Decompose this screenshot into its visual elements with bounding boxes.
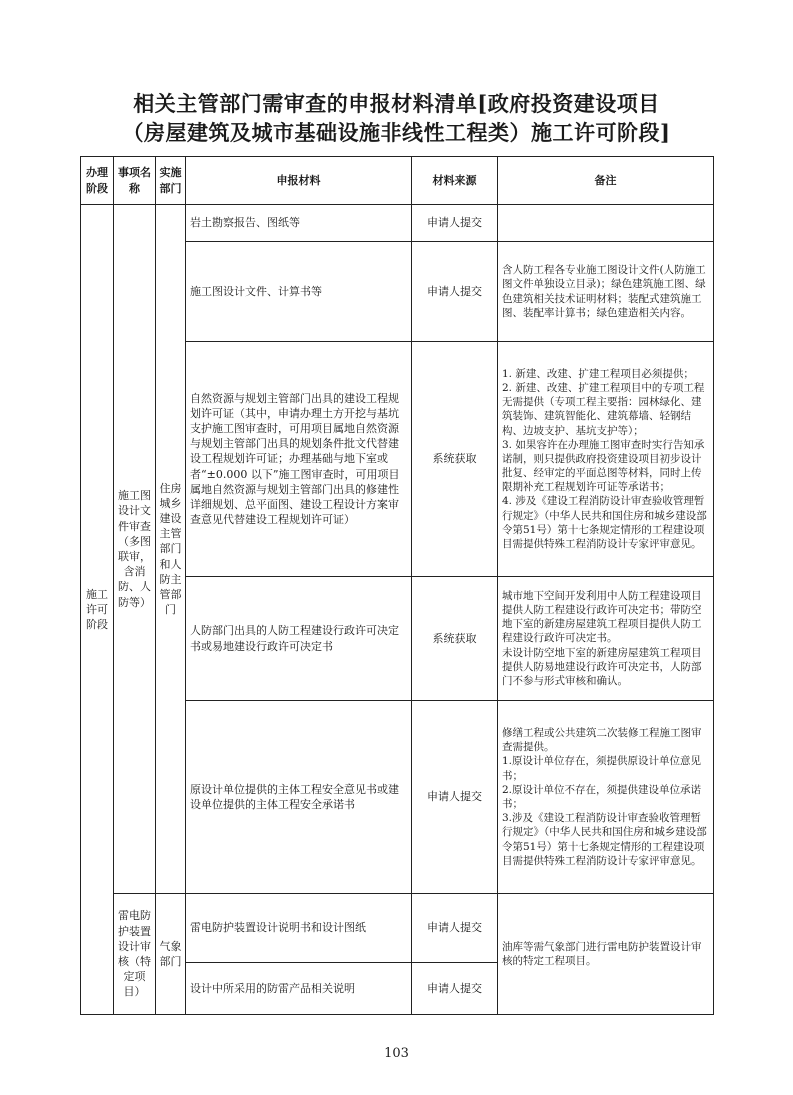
material-cell: 设计中所采用的防雷产品相关说明 (186, 963, 412, 1015)
header-item: 事项名称 (114, 157, 156, 205)
document-title-line2: （房屋建筑及城市基础设施非线性工程类）施工许可阶段] (122, 120, 671, 145)
source-cell: 申请人提交 (412, 701, 498, 894)
source-cell: 系统获取 (412, 342, 498, 577)
header-dept: 实施部门 (156, 157, 186, 205)
header-source: 材料来源 (412, 157, 498, 205)
table-row (81, 894, 714, 963)
source-cell: 申请人提交 (412, 894, 498, 963)
page-number: 103 (384, 1046, 409, 1061)
note-cell-lightning: 油库等需气象部门进行雷电防护装置设计审核的特定工程项目。 (498, 894, 714, 1015)
item-cell-lightning: 雷电防护装置设计审核（特定项目） (114, 894, 156, 1015)
document-title-line1: 相关主管部门需审查的申报材料清单[政府投资建设项目 (133, 91, 660, 116)
dept-cell-housing: 住房城乡建设主管部门和人防主管部门 (156, 205, 186, 894)
source-cell: 系统获取 (412, 577, 498, 701)
stage-cell: 施工许可阶段 (81, 205, 114, 1015)
header-stage: 办理阶段 (81, 157, 114, 205)
item-cell-drawing-review: 施工图设计文件审查（多图联审，含消防、人防等） (114, 205, 156, 894)
material-cell: 人防部门出具的人防工程建设行政许可决定书或易地建设行政许可决定书 (186, 577, 412, 701)
note-cell: 含人防工程各专业施工图设计文件(人防施工图文件单独设立目录)；绿色建筑施工图、绿色建筑相关技术证明材料；装配式建筑施工图、装配率计算书；绿色建造相关内容。 (498, 242, 714, 342)
note-cell: 城市地下空间开发利用中人防工程建设项目提供人防工程建设行政许可决定书；带防空地下室的新建房屋建筑工程项目提供人防工程建设行政许可决定书。 未设计防空地下室的新建房屋建筑工程项目提供人防易地建设行政许可决定书，人防部门不参与形式审核和确认。 (498, 577, 714, 701)
material-cell: 施工图设计文件、计算书等 (186, 242, 412, 342)
note-cell: 1. 新建、改建、扩建工程项目必须提供； 2. 新建、改建、扩建工程项目中的专项工程无需提供（专项工程主要指：园林绿化、建筑装饰、建筑智能化、建筑幕墙、轻钢结构、边坡支护、基坑支护等）； 3. 如果容许在办理施工图审查时实行告知承诺制，则只提供政府投资建设项目初步设计批复、经审定的平面总图等材料，同时上传限期补充工程规划许可证等承诺书； 4. 涉及《建设工程消防设计审查验收管理暂行规定》（中华人民共和国住房和城乡建设部令第51号）第十七条规定情形的工程建设项目需提供特殊工程消防设计专家评审意见。 (498, 342, 714, 577)
source-cell: 申请人提交 (412, 205, 498, 242)
header-note: 备注 (498, 157, 714, 205)
material-cell: 岩土勘察报告、图纸等 (186, 205, 412, 242)
source-cell: 申请人提交 (412, 242, 498, 342)
material-cell: 雷电防护装置设计说明书和设计图纸 (186, 894, 412, 963)
materials-table (80, 156, 714, 1015)
material-cell: 原设计单位提供的主体工程安全意见书或建设单位提供的主体工程安全承诺书 (186, 701, 412, 894)
header-material: 申报材料 (186, 157, 412, 205)
source-cell: 申请人提交 (412, 963, 498, 1015)
table-row (81, 205, 714, 242)
material-cell: 自然资源与规划主管部门出具的建设工程规划许可证（其中，申请办理土方开挖与基坑支护施工图审查时，可用项目属地自然资源与规划主管部门出具的规划条件批文代替建设工程规划许可证；办理基础与地下室或者“±0.000 以下”施工图审查时，可用项目属地自然资源与规划主管部门出具的修建性详细规划、总平面图、建设工程设计方案审查意见代替建设工程规划许可证） (186, 342, 412, 577)
dept-cell-weather: 气象部门 (156, 894, 186, 1015)
note-cell (498, 205, 714, 242)
note-cell: 修缮工程或公共建筑二次装修工程施工图审查需提供。 1.原设计单位存在，须提供原设计单位意见书； 2.原设计单位不存在，须提供建设单位承诺书； 3.涉及《建设工程消防设计审查验收管理暂行规定》（中华人民共和国住房和城乡建设部令第51号）第十七条规定情形的工程建设项目需提供特殊工程消防设计专家评审意见。 (498, 701, 714, 894)
table-header-row (81, 157, 714, 205)
